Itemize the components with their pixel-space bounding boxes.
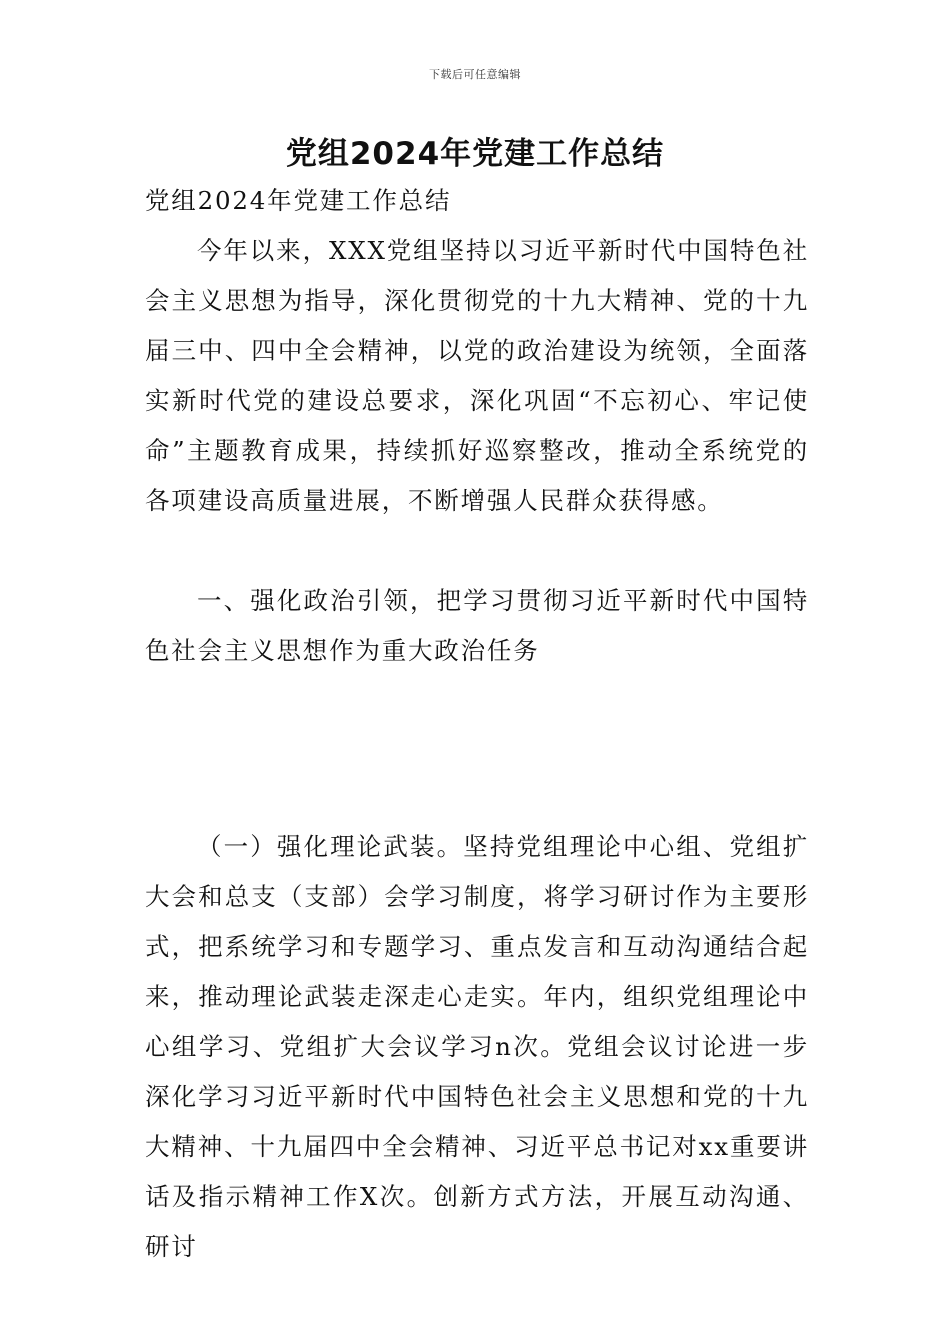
section-one-heading: 一、强化政治引领，把学习贯彻习近平新时代中国特色社会主义思想作为重大政治任务 — [145, 586, 809, 665]
intro-paragraph: 今年以来，XXX党组坚持以习近平新时代中国特色社会主义思想为指导，深化贯彻党的十九大精神、党的十九届三中、四中全会精神，以党的政治建设为统领，全面落实新时代党的建设总要求，深化巩固“不忘初心、牢记使命”主题教育成果，持续抓好巡察整改，推动全系统党的各项建设高质量进展，不断增强人民群众获得感。 — [145, 236, 809, 515]
section-one-item-one-paragraph: （一）强化理论武装。坚持党组理论中心组、党组扩大会和总支（支部）会学习制度，将学习研讨作为主要形式，把系统学习和专题学习、重点发言和互动沟通结合起来，推动理论武装走深走心走实。年内，组织党组理论中心组学习、党组扩大会议学习n次。党组会议讨论进一步深化学习习近平新时代中国特色社会主义思想和党的十九大精神、十九届四中全会精神、习近平总书记对xx重要讲话及指示精神工作X次。创新方式方法，开展互动沟通、研讨 — [145, 832, 809, 1261]
document-title: 党组2024年党建工作总结 — [285, 136, 665, 172]
header-note: 下载后可任意编辑 — [429, 68, 521, 81]
document-subtitle: 党组2024年党建工作总结 — [145, 186, 452, 215]
